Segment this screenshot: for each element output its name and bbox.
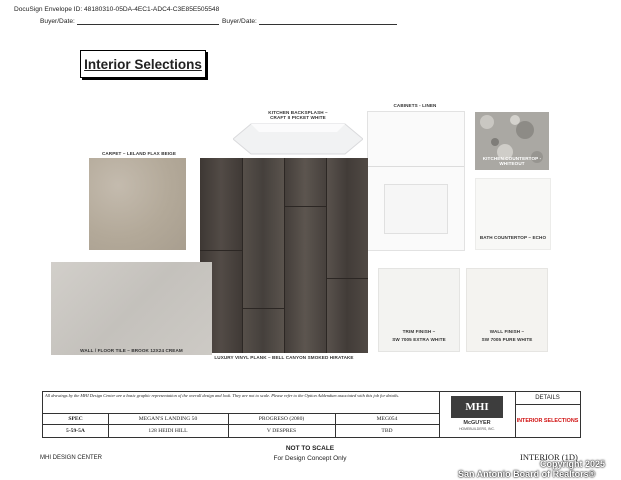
carpet-swatch [89, 158, 186, 250]
tbd-value: TBD [381, 427, 393, 434]
details-label: DETAILS [535, 395, 560, 401]
buyer-date-label-1: Buyer/Date: [40, 18, 75, 25]
plan: PROGRESO (2080) [258, 415, 305, 422]
lvp-label: LUXURY VINYL PLANK – BELL CANYON SMOKED HIRATAKE [214, 355, 354, 360]
carpet-label: CARPET – LELAND FLAX BEIGE [101, 151, 177, 156]
buyer-date-1[interactable] [40, 17, 219, 25]
backsplash-label: KITCHEN BACKSPLASH – CRAFT II PICKET WHITE [268, 110, 328, 120]
community: MEGAN'S LANDING 50 [138, 415, 198, 422]
mhi-logo: MHI McGUYER HOMEBUILDERS, INC. [445, 396, 509, 434]
wall-finish-swatch [466, 268, 548, 352]
buyer-date-line-1 [77, 17, 219, 25]
bath-countertop-label: BATH COUNTERTOP – ECHO [479, 235, 547, 240]
lvp-swatch [200, 158, 368, 353]
trim-finish-label-2: SW 7005 EXTRA WHITE [392, 337, 446, 342]
design-center: MHI DESIGN CENTER [40, 455, 103, 461]
details-value: INTERIOR SELECTIONS [516, 417, 579, 424]
lot: 5-59-5A [66, 427, 85, 434]
title-block [42, 391, 581, 438]
cabinets-swatch [367, 111, 465, 251]
wall-finish-label-1: WALL FINISH – [489, 329, 525, 334]
cabinets-label: CABINETS - LINEN [393, 103, 437, 108]
tile-swatch [51, 262, 212, 355]
not-to-scale: NOT TO SCALE [285, 445, 335, 452]
watermark-board: San Antonio Board of Realtors® [458, 469, 596, 479]
backsplash-swatch [233, 122, 363, 156]
page-title: Interior Selections [80, 50, 206, 78]
buyer-date-label-2: Buyer/Date: [222, 18, 257, 25]
spec-label: SPEC [68, 415, 83, 422]
trim-finish-label-1: TRIM FINISH – [402, 329, 436, 334]
envelope-id: DocuSign Envelope ID: 48180310-05DA-4EC1-ADC4-C3E85E505548 [14, 6, 220, 13]
trim-finish-swatch [378, 268, 460, 352]
bath-countertop-swatch [475, 178, 551, 250]
elevation: V DESPRES [266, 427, 297, 434]
tile-label: WALL / FLOOR TILE – BROOK 12X24 CREAM [80, 348, 183, 353]
address: 128 HEIDI HILL [148, 427, 188, 434]
job-code: MEG054 [376, 415, 398, 422]
kitchen-countertop-label: KITCHEN COUNTERTOP - WHITEOUT [482, 156, 542, 166]
kitchen-countertop-swatch [475, 112, 549, 170]
buyer-date-line-2 [259, 17, 397, 25]
disclaimer-text: All drawings by the MHI Design Center are a basic graphic representation of the overall design and look. They are not to scale. Please refer to the Option Addendum associated with this job for details. [45, 393, 400, 398]
watermark-copyright: Copyright 2025 [540, 459, 606, 469]
design-concept: For Design Concept Only [273, 455, 347, 462]
buyer-date-2[interactable] [222, 17, 397, 25]
wall-finish-label-2: SW 7005 PURE WHITE [481, 337, 533, 342]
page-label: INTERIOR (1D) [520, 452, 578, 462]
